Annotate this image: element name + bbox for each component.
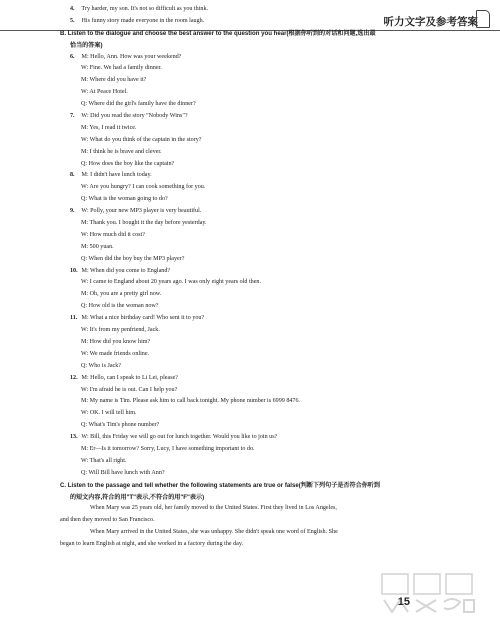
dialogue-line: Q: Will Bill have lunch with Ann? <box>81 469 165 476</box>
dialogue-line: M: My name is Tim. Please ask him to call back tonight. My phone number is 6999 8476. <box>81 398 301 405</box>
question-number: 12. <box>70 374 78 381</box>
item-number: 4. <box>70 6 75 12</box>
dialogue-line: M: Yes, I read it twice. <box>81 124 137 131</box>
question-number: 11. <box>70 315 78 322</box>
passage-line: and then they moved to San Francisco. <box>60 517 155 524</box>
list-item <box>60 16 482 28</box>
item-text: His funny story made everyone in the room laugh. <box>81 17 205 24</box>
dialogue-line: M: Hello, can I speak to Li Lei, please? <box>81 374 178 381</box>
dialogue-line: W: Fine. We had a family dinner. <box>81 65 162 72</box>
document-body <box>60 4 482 551</box>
section-c-title-cont: 的短文内容,符合的用"T"表示,不符合的用"F"表示) <box>70 493 205 501</box>
question-number: 10. <box>70 267 78 274</box>
dialogue-line: Q: How old is the woman now? <box>81 303 159 310</box>
section-b-title: B. Listen to the dialogue and choose the best answer to the question you hear(根据你听到的对话和问题,选出最 <box>60 29 376 37</box>
dialogue-line: W: Polly, your new MP3 player is very beautiful. <box>81 208 202 215</box>
dialogue-first-line <box>60 52 482 64</box>
dialogue-line: M: Hello, Ann. How was your weekend? <box>81 53 182 60</box>
dialogue-line: W: Bill, this Friday we will go out for lunch together. Would you like to join us? <box>81 434 278 441</box>
dialogue-line: W: What do you think of the captain in the story? <box>81 136 202 143</box>
dialogue-line: M: Where did you have it? <box>81 77 147 84</box>
dialogue-line: W: At Peace Hotel. <box>81 89 128 96</box>
dialogue-line: Q: How does the boy like the captain? <box>81 160 175 167</box>
dialogue-line: W: I'm afraid he is out. Can I help you? <box>81 386 178 393</box>
dialogue-line: M: 500 yuan. <box>81 243 114 250</box>
dialogue-line: Q: Where did the girl's family have the dinner? <box>81 101 196 108</box>
dialogue-line: W: Did you read the story "Nobody Wins"? <box>81 113 188 120</box>
question-number: 9. <box>70 208 75 215</box>
list-item <box>60 4 482 16</box>
dialogue-line: Q: When did the boy buy the MP3 player? <box>81 255 185 262</box>
page-header-tag: 听力文字及参考答案 <box>383 16 478 28</box>
question-number: 8. <box>70 172 75 179</box>
dialogue-first-line <box>60 432 482 444</box>
dialogue-line: W: That's all right. <box>81 457 127 464</box>
item-text: Try harder, my son. It's not so difficult as you think. <box>81 6 209 12</box>
dialogue-line: M: When did you come to England? <box>81 267 171 274</box>
passage-line: When Mary arrived in the United States, she was unhappy. She didn't speak one word of English. She <box>90 529 338 536</box>
dialogue-line: W: OK. I will tell him. <box>81 410 137 417</box>
dialogue-first-line <box>60 170 482 182</box>
dialogue-list <box>60 52 482 480</box>
section-b-title-cont: 恰当的答案) <box>70 41 103 49</box>
dialogue-first-line <box>60 266 482 278</box>
dialogue-line: M: I think he is brave and clever. <box>81 148 162 155</box>
dialogue-line: M: Er—Is it tomorrow? Sorry, Lucy, I have something important to do. <box>81 445 255 452</box>
dialogue-line: Q: What's Tim's phone number? <box>81 422 160 429</box>
dialogue-line: M: What a nice birthday card! Who sent it to you? <box>81 315 205 322</box>
dialogue-line: W: I came to England about 20 years ago. I was only eight years old then. <box>81 279 261 286</box>
passage-line: began to learn English at night, and she worked in a factory during the day. <box>60 541 244 548</box>
watermark-logo-icon <box>378 572 478 616</box>
section-c-title: C. Listen to the passage and tell whether the following statements are true or false(判断下列句子是否符合你听到 <box>60 481 380 489</box>
dialogue-line: M: I didn't have lunch today. <box>81 172 152 179</box>
dialogue-line: Q: What is the woman going to do? <box>81 196 168 203</box>
question-number: 6. <box>70 53 75 60</box>
dialogue-line: M: Thank you. I bought it the day before yesterday. <box>81 220 207 227</box>
page-number: 15 <box>397 596 410 608</box>
item-number: 5. <box>70 17 75 24</box>
dialogue-line: W: We made friends online. <box>81 350 150 357</box>
dialogue-first-line <box>60 206 482 218</box>
question-number: 7. <box>70 113 75 120</box>
dialogue-first-line <box>60 373 482 385</box>
dialogue-line: M: Oh, you are a pretty girl now. <box>81 291 162 298</box>
dialogue-first-line <box>60 313 482 325</box>
dialogue-first-line <box>60 111 482 123</box>
dialogue-line: W: It's from my penfriend, Jack. <box>81 327 160 334</box>
dialogue-line: Q: Who is Jack? <box>81 362 121 369</box>
question-number: 13. <box>70 434 78 441</box>
dialogue-line: W: Are you hungry? I can cook something for you. <box>81 184 206 191</box>
dialogue-line: W: How much did it cost? <box>81 231 145 238</box>
dialogue-line: M: How did you know him? <box>81 338 151 345</box>
passage-line: When Mary was 25 years old, her family moved to the United States. First they lived in Los Angeles, <box>90 505 337 512</box>
